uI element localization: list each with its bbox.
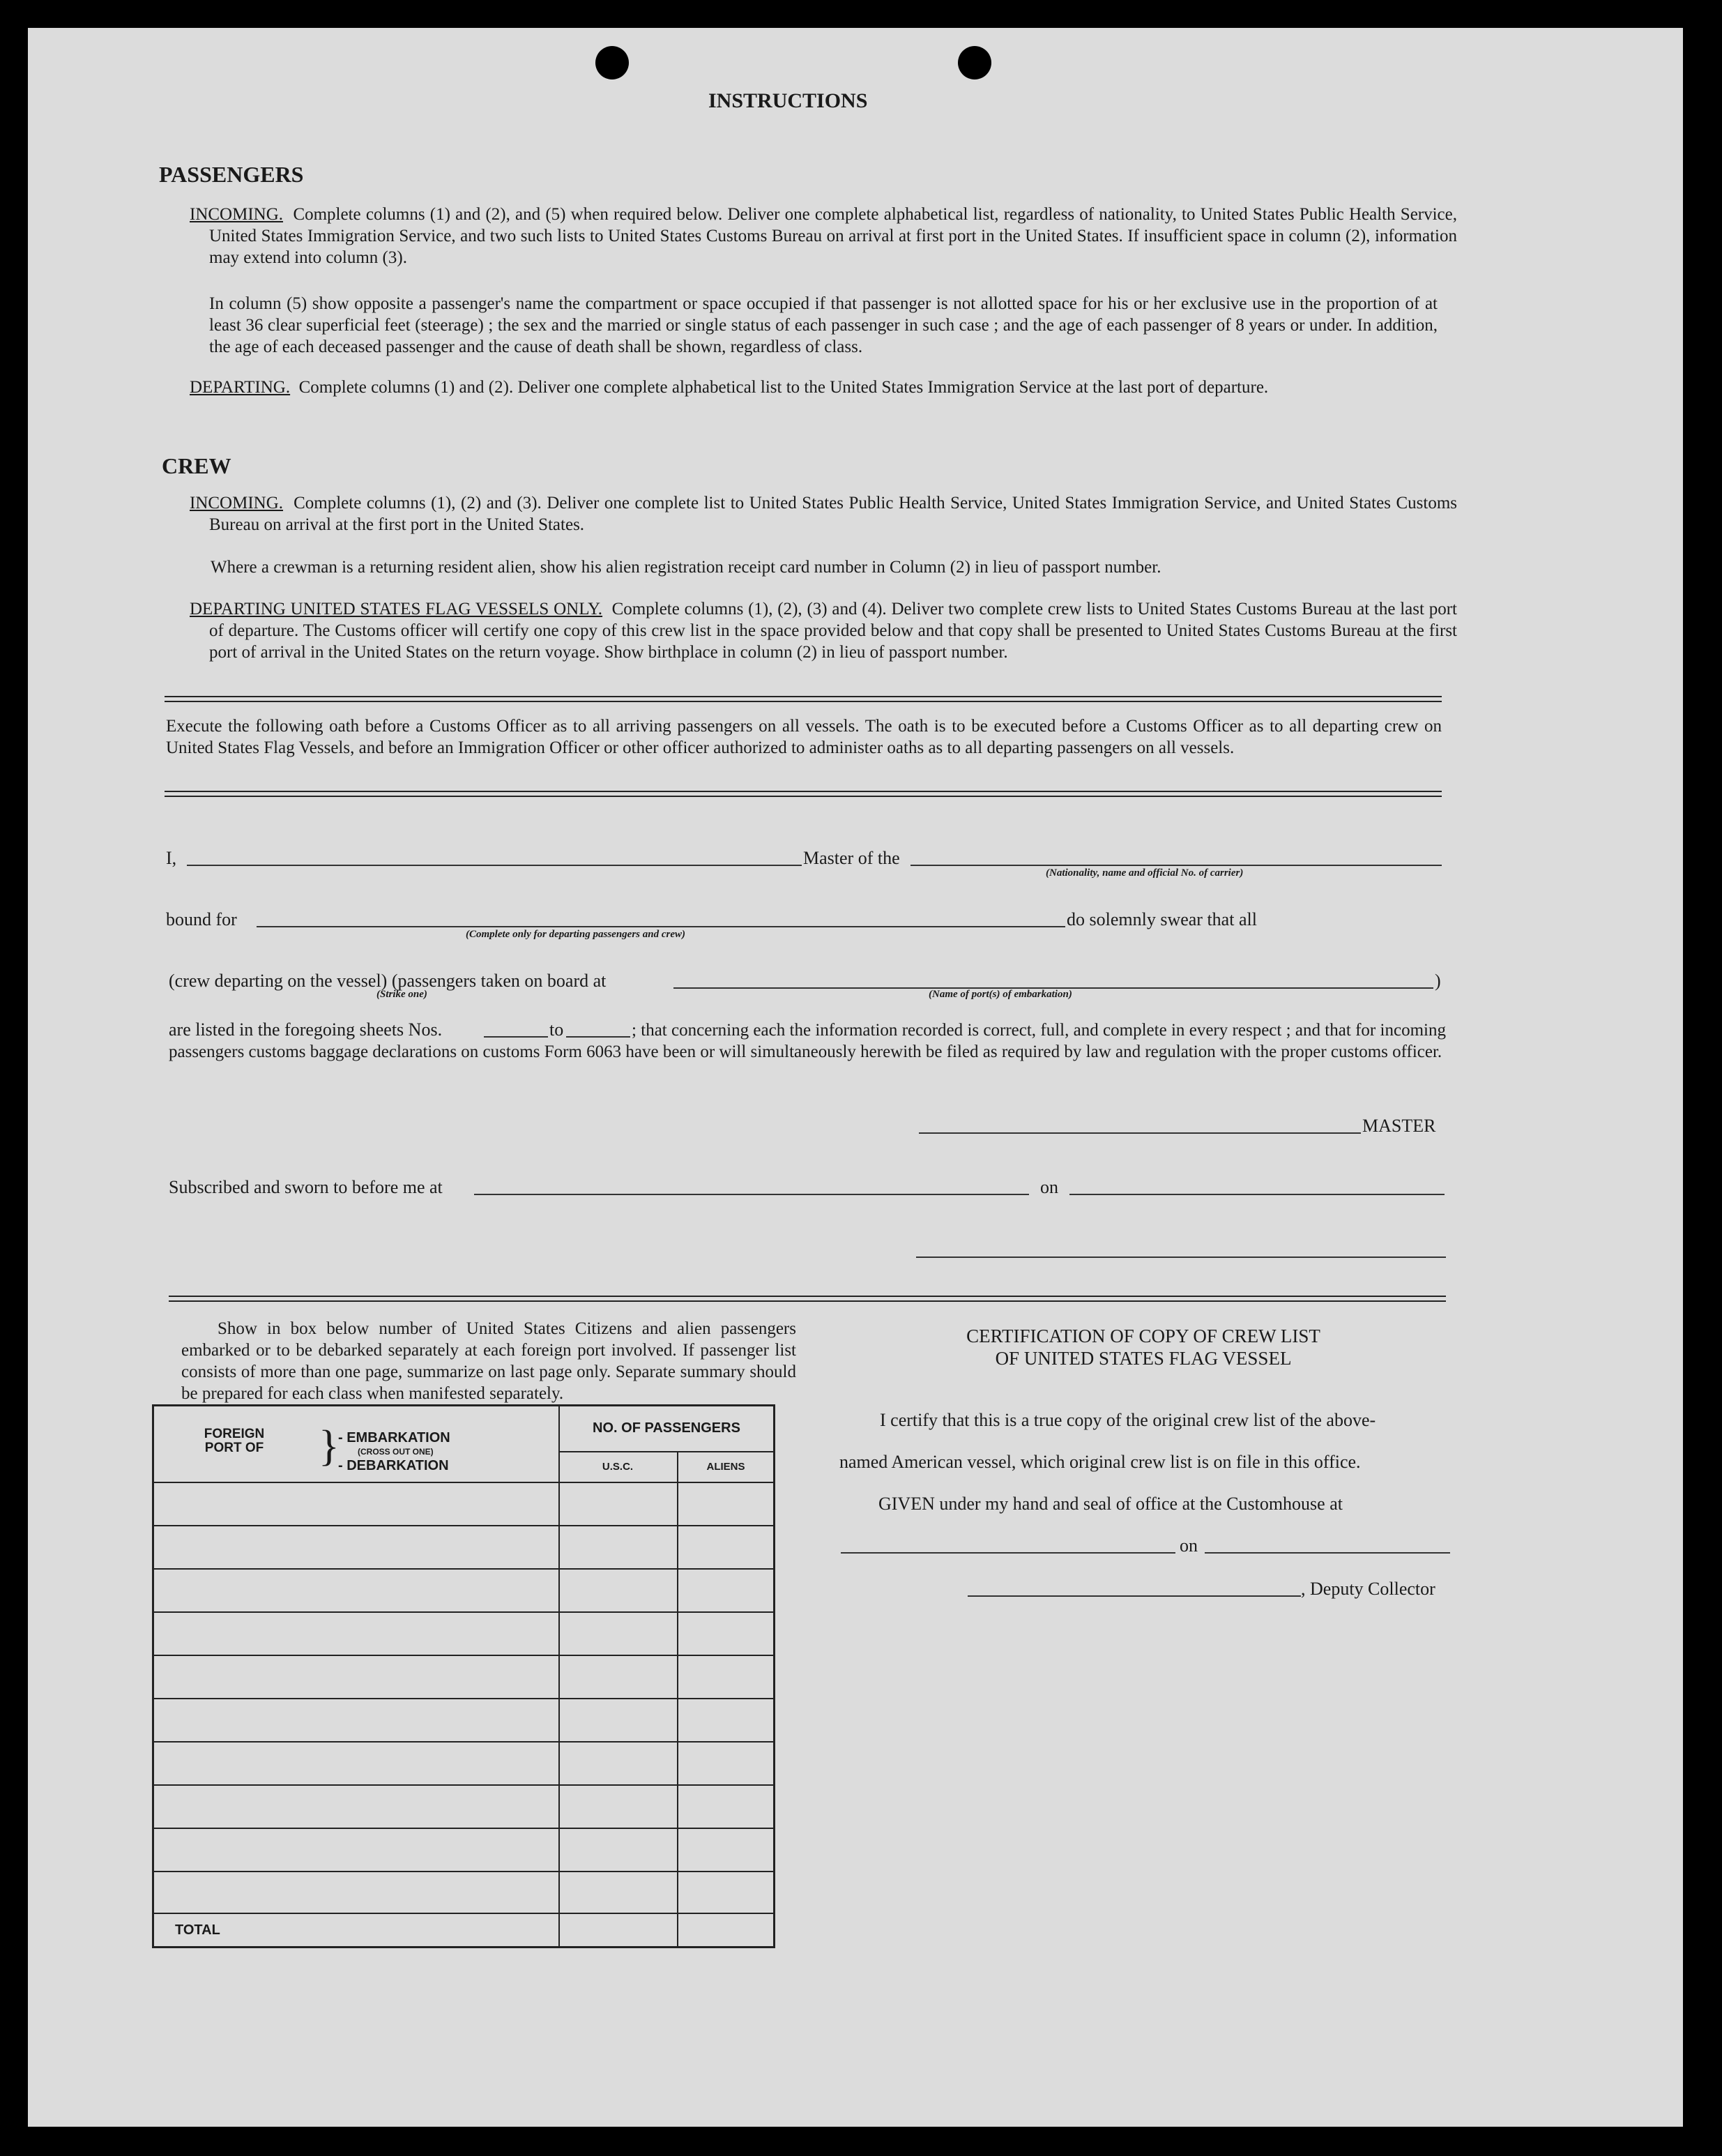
- certify-line1: I certify that this is a true copy of the original crew list of the above-: [880, 1410, 1376, 1430]
- sworn-place-field[interactable]: [474, 1194, 1029, 1195]
- punch-hole: [958, 46, 991, 79]
- row-divider: [154, 1741, 773, 1743]
- crew-resident: Where a crewman is a returning resident alien, show his alien registration receipt card number in Column (2) in lieu of passport number.: [211, 558, 1161, 577]
- customhouse-field[interactable]: [841, 1552, 1175, 1554]
- header-bottom: [154, 1482, 773, 1483]
- departing-note: (Complete only for departing passengers and crew): [466, 929, 685, 940]
- row-divider: [154, 1698, 773, 1699]
- passengers-incoming-label: INCOMING.: [190, 205, 284, 224]
- sworn-date-field[interactable]: [1069, 1194, 1445, 1195]
- given-text: GIVEN under my hand and seal of office at the Customhouse at: [878, 1494, 1343, 1514]
- cert-date-field[interactable]: [1205, 1552, 1450, 1554]
- swear-text: do solemnly swear that all: [1067, 909, 1257, 929]
- row-divider: [154, 1525, 773, 1526]
- crew-departing-label: DEPARTING UNITED STATES FLAG VESSELS ONLY.: [190, 600, 603, 618]
- deputy-collector-label: , Deputy Collector: [1301, 1579, 1435, 1599]
- listed-text: ; that concerning each the information recorded is correct, full, and complete in every respect ; and that for incoming passengers customs baggage declarations on customs Form 6063 have been or will simultaneously herewith be filed as required by law and regulation with the proper customs officer.: [169, 1021, 1446, 1061]
- strike-one-note: (Strike one): [376, 989, 427, 1000]
- certification-heading-line1: CERTIFICATION OF COPY OF CREW LIST: [966, 1326, 1320, 1346]
- row-divider: [154, 1913, 773, 1914]
- ports-note: (Name of port(s) of embarkation): [929, 989, 1072, 1000]
- divider: [169, 1296, 1446, 1302]
- passengers-incoming: [190, 204, 1457, 268]
- row-divider: [154, 1568, 773, 1570]
- nationality-note: (Nationality, name and official No. of carrier): [1046, 867, 1244, 879]
- master-label: MASTER: [1362, 1116, 1436, 1136]
- passenger-summary-table: [152, 1404, 775, 1948]
- divider: [165, 696, 1442, 702]
- crew-incoming: [190, 492, 1457, 536]
- divider: [165, 791, 1442, 797]
- no-passengers-header: NO. OF PASSENGERS: [593, 1420, 740, 1436]
- certification-heading-line2: OF UNITED STATES FLAG VESSEL: [995, 1348, 1292, 1369]
- oath-instruction: Execute the following oath before a Customs Officer as to all arriving passengers on all vessels. The oath is to be executed before a Customs Officer as to all departing crew on United States Flag Vessels, and before an Immigration Officer or other officer authorized to administer oaths as to all departing passengers on all vessels.: [166, 717, 1442, 757]
- certification-heading: [837, 1325, 1450, 1369]
- crew-departing-text: Complete columns (1), (2), (3) and (4). Deliver two complete crew lists to United States Customs Bureau at the last port of departure. The Customs officer will certify one copy of this crew list in the space provided below and that copy shall be presented to United States Customs Bureau at the first port of arrival in the United States on the return voyage. Show birthplace in column (2) in lieu of passport number.: [209, 600, 1457, 662]
- row-divider: [154, 1871, 773, 1872]
- row-divider: [154, 1611, 773, 1613]
- close-paren: ): [1435, 971, 1441, 991]
- aliens-header: ALIENS: [706, 1461, 745, 1473]
- crew-departing: [190, 598, 1457, 663]
- header-divider: [558, 1451, 773, 1452]
- passengers-departing-label: DEPARTING.: [190, 378, 291, 397]
- bound-for-label: bound for: [166, 909, 237, 929]
- bound-for-field[interactable]: [257, 926, 1065, 927]
- oath-i-label: I,: [166, 848, 177, 868]
- passengers-incoming-text: Complete columns (1) and (2), and (5) when required below. Deliver one complete alphabetical list, regardless of nationality, to United States Public Health Service, United States Immigration Service, and two such lists to United States Customs Bureau on arrival at first port in the United States. If insufficient space in column (2), information may extend into column (3).: [209, 205, 1458, 267]
- embarkation-header: - EMBARKATION: [338, 1430, 450, 1445]
- carrier-field[interactable]: [910, 865, 1442, 866]
- debarkation-header: - DEBARKATION: [338, 1458, 449, 1473]
- cross-out-note: (CROSS OUT ONE): [358, 1447, 434, 1457]
- master-name-field[interactable]: [187, 865, 802, 866]
- page-title: INSTRUCTIONS: [708, 89, 868, 112]
- subscribed-label: Subscribed and sworn to before me at: [169, 1177, 443, 1197]
- listed-prefix: are listed in the foregoing sheets Nos.: [169, 1019, 443, 1040]
- row-divider: [154, 1784, 773, 1786]
- passengers-departing: [190, 377, 1457, 398]
- master-of-label: Master of the: [803, 848, 900, 868]
- crew-heading: CREW: [162, 453, 231, 478]
- passengers-departing-text: Complete columns (1) and (2). Deliver one complete alphabetical list to the United States Immigration Service at the last port of departure.: [298, 378, 1269, 397]
- brace: }: [319, 1422, 340, 1470]
- passengers-column5: In column (5) show opposite a passenger's name the compartment or space occupied if that passenger is not allotted space for his or her exclusive use in the proportion of at least 36 clear superficial feet (steerage) ; the sex and the married or single status of each passenger in such case ; and the age of each passenger of 8 years or under. In addition, the age of each deceased passenger and the cause of death shall be shown, regardless of class.: [209, 294, 1438, 356]
- total-label: TOTAL: [175, 1922, 220, 1938]
- passengers-heading: PASSENGERS: [159, 162, 304, 187]
- row-divider: [154, 1828, 773, 1829]
- row-divider: [154, 1655, 773, 1656]
- certify-line2: named American vessel, which original crew list is on file in this office.: [839, 1452, 1361, 1472]
- cert-on-label: on: [1180, 1535, 1198, 1556]
- officer-signature-field[interactable]: [916, 1257, 1446, 1258]
- deputy-signature-field[interactable]: [968, 1595, 1301, 1597]
- foreign-port-header: FOREIGN PORT OF: [204, 1427, 265, 1455]
- crew-incoming-text: Complete columns (1), (2) and (3). Deliver one complete list to United States Public Health Service, United States Immigration Service, and United States Customs Bureau on arrival at the first port in the United States.: [209, 494, 1457, 534]
- master-signature-field[interactable]: [919, 1132, 1361, 1134]
- column-divider: [558, 1406, 560, 1946]
- usc-header: U.S.C.: [602, 1461, 634, 1473]
- crew-incoming-label: INCOMING.: [190, 494, 284, 513]
- crew-departing-text: (crew departing on the vessel) (passengers taken on board at: [169, 971, 607, 991]
- on-label: on: [1040, 1177, 1058, 1197]
- to-label: to: [549, 1019, 564, 1040]
- summary-text: Show in box below number of United States Citizens and alien passengers embarked or to be debarked separately at each foreign port involved. If passenger list consists of more than one page, summarize on last page only. Separate summary should be prepared for each class when manifested separately.: [181, 1319, 796, 1403]
- punch-hole: [595, 46, 629, 79]
